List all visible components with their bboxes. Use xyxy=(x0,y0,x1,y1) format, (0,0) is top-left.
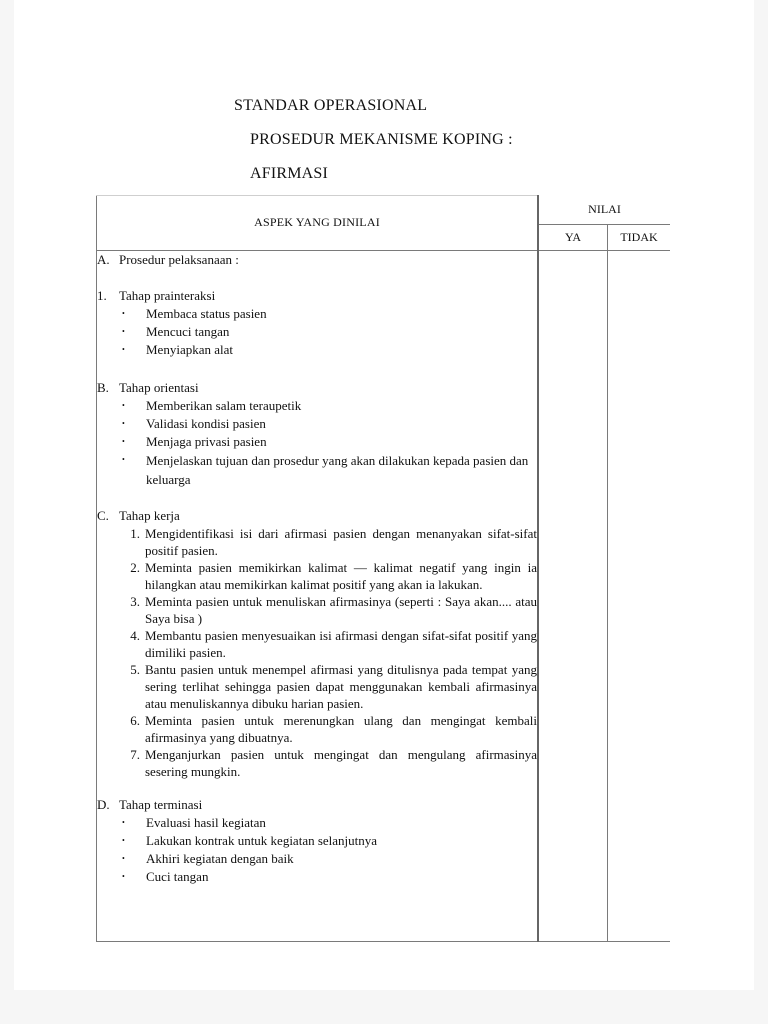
list-item-text: Validasi kondisi pasien xyxy=(146,415,266,431)
header-row xyxy=(97,196,671,225)
list-item-text: Memberikan salam teraupetik xyxy=(146,397,302,413)
step-number: 7. xyxy=(130,746,140,762)
step-number: 1. xyxy=(130,525,140,541)
list-item xyxy=(121,341,537,359)
list-item xyxy=(121,433,537,451)
list-item xyxy=(121,323,537,341)
title-line-3: AFIRMASI xyxy=(250,165,329,182)
list-item-text: Meminta pasien untuk merenungkan ulang dan mengingat kembali afirmasinya yang dibuatnya. xyxy=(145,712,537,745)
step-number: 5. xyxy=(130,661,140,677)
section-label: 1. xyxy=(97,287,107,303)
step-number: 2. xyxy=(130,559,140,575)
ya-cell[interactable] xyxy=(538,250,608,941)
list-item xyxy=(121,593,537,627)
list-item-text: Menyiapkan alat xyxy=(146,341,233,357)
bullet-icon: • xyxy=(122,853,125,863)
bullet-icon: • xyxy=(122,326,125,336)
section-label: D. xyxy=(97,796,110,812)
list-item xyxy=(121,627,537,661)
list-item xyxy=(121,832,537,850)
tidak-cell[interactable] xyxy=(608,250,671,941)
section-kerja xyxy=(97,507,537,780)
list-item-text: Menjaga privasi pasien xyxy=(146,433,267,449)
list-item-text: Meminta pasien untuk menuliskan afirmasinya (seperti : Saya akan.... atau Saya bisa ) xyxy=(145,593,537,626)
header-nilai: NILAI xyxy=(538,196,670,225)
assessment-table xyxy=(96,195,670,942)
header-aspek: ASPEK YANG DINILAI xyxy=(97,196,539,251)
step-number: 3. xyxy=(130,593,140,609)
section-title: Tahap orientasi xyxy=(119,379,199,395)
list-item xyxy=(121,305,537,323)
list-item-text: Lakukan kontrak untuk kegiatan selanjutnya xyxy=(146,832,378,848)
list-item xyxy=(121,850,537,868)
section-title: Tahap prainteraksi xyxy=(119,287,216,303)
bullet-icon: • xyxy=(122,400,125,410)
aspek-cell xyxy=(97,250,539,941)
section-prosedur xyxy=(97,251,537,269)
bullet-icon: • xyxy=(122,871,125,881)
step-number: 4. xyxy=(130,627,140,643)
section-label: C. xyxy=(97,507,109,523)
section-title: Tahap terminasi xyxy=(119,796,203,812)
list-item-text: Meminta pasien memikirkan kalimat — kalimat negatif yang ingin ia hilangkan atau memikirkan kalimat positif yang akan ia lakukan. xyxy=(145,559,537,592)
section-title: Prosedur pelaksanaan : xyxy=(119,251,239,267)
list-item xyxy=(121,397,537,415)
list-item-text: Membantu pasien menyesuaikan isi afirmasi dengan sifat-sifat positif yang dimiliki pasien. xyxy=(145,627,537,660)
bullet-icon: • xyxy=(122,454,125,464)
section-label: B. xyxy=(97,379,109,395)
title-line-2: PROSEDUR MEKANISME KOPING : xyxy=(250,131,513,148)
section-orientasi xyxy=(97,379,537,489)
list-item-text: Evaluasi hasil kegiatan xyxy=(146,814,266,830)
list-item-text: Membaca status pasien xyxy=(146,305,267,321)
list-item-text: Mengidentifikasi isi dari afirmasi pasien dengan menanyakan sifat-sifat positif pasien. xyxy=(145,525,537,558)
step-number: 6. xyxy=(130,712,140,728)
bullet-icon: • xyxy=(122,418,125,428)
list-item-text: Mencuci tangan xyxy=(146,323,230,339)
header-ya: YA xyxy=(538,224,608,250)
list-item xyxy=(121,559,537,593)
list-item xyxy=(121,415,537,433)
list-item xyxy=(121,661,537,712)
list-item xyxy=(121,451,537,489)
bullet-icon: • xyxy=(122,835,125,845)
list-item-text: Cuci tangan xyxy=(146,868,209,884)
section-title: Tahap kerja xyxy=(119,507,180,523)
list-item xyxy=(121,712,537,746)
bullet-icon: • xyxy=(122,308,125,318)
header-tidak: TIDAK xyxy=(608,224,671,250)
body-row xyxy=(97,250,671,941)
list-item-text: Bantu pasien untuk menempel afirmasi yang ditulisnya pada tempat yang sering terlihat sehingga pasien dapat menggunakan kembali afirmasinya atau menuliskannya dibuku harian pasien. xyxy=(145,661,537,711)
section-prainteraksi xyxy=(97,287,537,359)
bullet-icon: • xyxy=(122,817,125,827)
bullet-icon: • xyxy=(122,344,125,354)
list-item-text: Menganjurkan pasien untuk mengingat dan mengulang afirmasinya sesering mungkin. xyxy=(145,746,537,779)
title-line-1: STANDAR OPERASIONAL xyxy=(234,97,428,114)
list-item xyxy=(121,746,537,780)
list-item xyxy=(121,868,537,886)
list-item-text: Menjelaskan tujuan dan prosedur yang akan dilakukan kepada pasien dan keluarga xyxy=(146,452,529,487)
bullet-icon: • xyxy=(122,436,125,446)
list-item xyxy=(121,525,537,559)
list-item xyxy=(121,814,537,832)
list-item-text: Akhiri kegiatan dengan baik xyxy=(146,850,294,866)
section-terminasi xyxy=(97,796,537,886)
section-label: A. xyxy=(97,251,110,267)
